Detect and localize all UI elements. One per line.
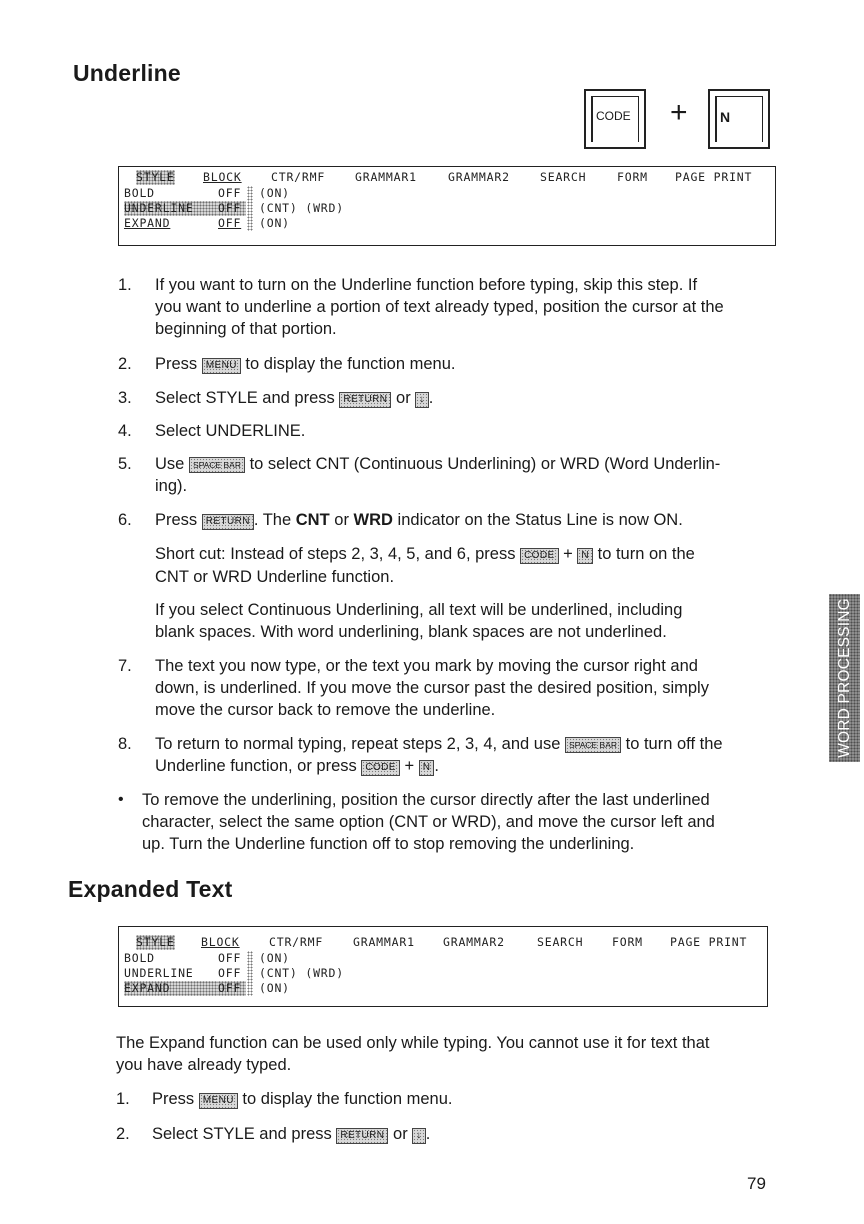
- section-heading-underline: Underline: [73, 60, 181, 86]
- return-key: RETURN: [339, 392, 391, 408]
- space-bar-key: SPACE BAR: [189, 457, 245, 473]
- submenu-underline: UNDERLINE: [124, 966, 194, 980]
- n-key: N: [419, 760, 435, 776]
- bullet-line-3: up. Turn the Underline function off to stop removing the underlining.: [142, 835, 635, 853]
- submenu-underline-state: OFF: [218, 201, 246, 216]
- submenu-bold-options: (ON): [259, 951, 290, 965]
- n-key-label: N: [715, 96, 763, 142]
- step-number: 5.: [118, 455, 132, 473]
- menu-item-block: BLOCK: [201, 935, 240, 949]
- expand-step-2-text: Select STYLE and press RETURN or ↓ .: [152, 1125, 431, 1143]
- submenu-underline-options: (CNT) (WRD): [259, 966, 344, 980]
- note-line-1: If you select Continuous Underlining, all text will be underlined, including: [155, 601, 683, 619]
- function-menu-expand: [118, 926, 768, 1007]
- menu-item-grammar1: GRAMMAR1: [353, 935, 415, 949]
- step-number: 4.: [118, 422, 132, 440]
- submenu-underline: UNDERLINE: [124, 201, 240, 216]
- menu-item-search: SEARCH: [537, 935, 584, 949]
- code-key: CODE: [361, 760, 400, 776]
- submenu-expand-state: OFF: [218, 216, 242, 230]
- menu-item-page-print: PAGE PRINT: [670, 935, 748, 949]
- submenu-bold-state: OFF: [218, 186, 242, 200]
- menu-item-style: STYLE: [136, 935, 175, 949]
- menu-item-form: FORM: [617, 170, 648, 184]
- step-8-line-2: Underline function, or press CODE + N .: [155, 757, 439, 775]
- section-heading-expanded-text: Expanded Text: [68, 876, 233, 902]
- step-number: 1.: [118, 276, 132, 294]
- submenu-expand-options: (ON): [259, 216, 290, 230]
- step-7-line-1: The text you now type, or the text you mark by moving the cursor right and: [155, 657, 698, 675]
- bullet-line-2: character, select the same option (CNT or WRD), and move the cursor left and: [142, 813, 715, 831]
- step-1-line-3: beginning of that portion.: [155, 320, 337, 338]
- submenu-expand: EXPAND: [124, 981, 218, 996]
- menu-item-style: STYLE: [136, 170, 175, 184]
- step-number: 1.: [116, 1090, 130, 1108]
- plus-sign: +: [670, 96, 688, 129]
- space-bar-key: SPACE BAR: [565, 737, 621, 753]
- step-number: 7.: [118, 657, 132, 675]
- code-key: CODE: [520, 548, 559, 564]
- step-7-line-3: move the cursor back to remove the underline.: [155, 701, 496, 719]
- step-3-text: Select STYLE and press RETURN or ↓ .: [155, 389, 434, 407]
- step-1-line-2: you want to underline a portion of text already typed, position the cursor at the: [155, 298, 724, 316]
- submenu-underline-state: OFF: [218, 966, 242, 980]
- step-number: 6.: [118, 511, 132, 529]
- down-arrow-key: ↓: [415, 392, 428, 408]
- menu-item-grammar1: GRAMMAR1: [355, 170, 417, 184]
- return-key: RETURN: [336, 1128, 388, 1144]
- step-number: 2.: [118, 355, 132, 373]
- menu-item-grammar2: GRAMMAR2: [443, 935, 505, 949]
- step-5-line-1: Use SPACE BAR to select CNT (Continuous Underlining) or WRD (Word Underlin-: [155, 455, 721, 473]
- shortcut-line-1: Short cut: Instead of steps 2, 3, 4, 5, and 6, press CODE + N to turn on the: [155, 545, 695, 563]
- step-5-line-2: ing).: [155, 477, 188, 495]
- submenu-expand-state: OFF: [218, 981, 246, 996]
- step-8-line-1: To return to normal typing, repeat steps 2, 3, 4, and use SPACE BAR to turn off the: [155, 735, 723, 753]
- step-1-line-1: If you want to turn on the Underline function before typing, skip this step. If: [155, 276, 698, 294]
- function-menu-underline: [118, 166, 776, 246]
- menu-item-block: BLOCK: [203, 170, 242, 184]
- step-2-text: Press MENU to display the function menu.: [155, 355, 456, 373]
- menu-item-grammar2: GRAMMAR2: [448, 170, 510, 184]
- shortcut-line-2: CNT or WRD Underline function.: [155, 568, 395, 586]
- n-key: N: [577, 548, 593, 564]
- menu-key: MENU: [202, 358, 241, 374]
- step-number: 8.: [118, 735, 132, 753]
- step-7-line-2: down, is underlined. If you move the cursor past the desired position, simply: [155, 679, 709, 697]
- menu-item-form: FORM: [612, 935, 643, 949]
- step-number: 3.: [118, 389, 132, 407]
- bullet-icon: •: [118, 791, 124, 808]
- step-6-text: Press RETURN . The CNT or WRD indicator on the Status Line is now ON.: [155, 511, 683, 529]
- step-4-text: Select UNDERLINE.: [155, 422, 306, 440]
- menu-item-page-print: PAGE PRINT: [675, 170, 753, 184]
- submenu-bold-state: OFF: [218, 951, 242, 965]
- down-arrow-key: ↓: [412, 1128, 425, 1144]
- submenu-bold: BOLD: [124, 186, 155, 200]
- menu-key: MENU: [199, 1093, 238, 1109]
- submenu-bold-options: (ON): [259, 186, 290, 200]
- submenu-underline-options: (CNT) (WRD): [259, 201, 344, 215]
- page-number: 79: [747, 1174, 766, 1193]
- note-line-2: blank spaces. With word underlining, blank spaces are not underlined.: [155, 623, 667, 641]
- code-key-label: CODE: [591, 96, 639, 142]
- menu-item-ctr-rmf: CTR/RMF: [269, 935, 324, 949]
- side-tab-label: WORD PROCESSING: [835, 598, 853, 758]
- bullet-line-1: To remove the underlining, position the cursor directly after the last underlined: [142, 791, 710, 809]
- expand-intro-line-2: you have already typed.: [116, 1056, 292, 1074]
- submenu-expand-options: (ON): [259, 981, 290, 995]
- expand-intro-line-1: The Expand function can be used only while typing. You cannot use it for text that: [116, 1034, 710, 1052]
- menu-item-search: SEARCH: [540, 170, 587, 184]
- return-key: RETURN: [202, 514, 254, 530]
- step-number: 2.: [116, 1125, 130, 1143]
- menu-item-ctr-rmf: CTR/RMF: [271, 170, 326, 184]
- submenu-expand: EXPAND: [124, 216, 171, 230]
- side-tab-word-processing: [829, 594, 860, 762]
- expand-step-1-text: Press MENU to display the function menu.: [152, 1090, 453, 1108]
- n-key-graphic: [708, 89, 770, 149]
- code-key-graphic: [584, 89, 646, 149]
- submenu-bold: BOLD: [124, 951, 155, 965]
